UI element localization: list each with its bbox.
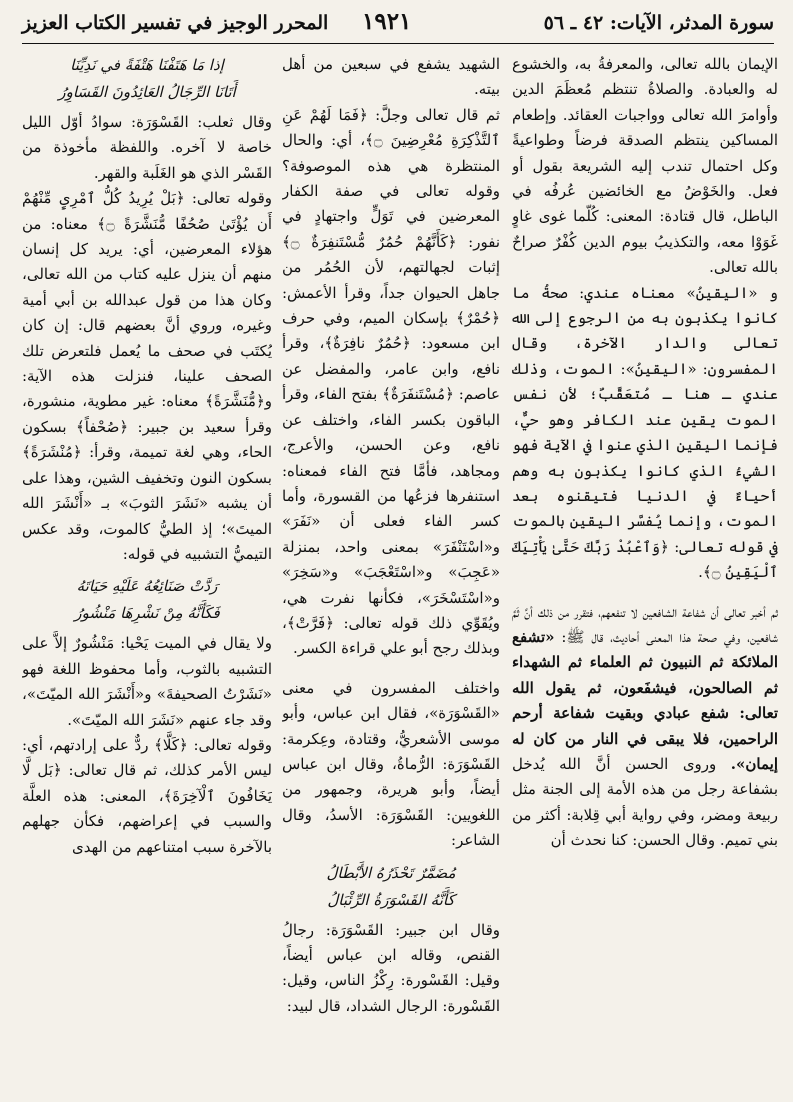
verse-line: كَأَنَّهُ القَسْوَرَةُ الرِّئْبَالُ: [327, 890, 455, 909]
paragraph: الإيمان بالله تعالى، والمعرفةُ به، والخشوع له والعبادة. والصلاةُ تنتظم مُعظَمَ الدين وأوامرَ الله تعالى وواجبات العقائد. وإطعام المساكين ينتظم الصدقة فرضاً وطواعيةً وكل احتمال تندب إليه الشريعة بقول أو فعل. والخَوْضُ مع الخائضين عُرفُه في الباطل، قال قتادة: المعنى: كُلّما غوى غاوٍ غَوَوْا معه، والتكذيبُ بيوم الدين كُفْرٌ صراحٌ بالله تعالى.: [512, 55, 778, 277]
paragraph: وقوله تعالى: ﴿كَلَّا﴾ ردٌّ على إرادتهم، أي: ليس الأمر كذلك، ثم قال تعالى: ﴿بَل لَّا يَخَافُونَ ٱلْآخِرَةَ﴾، المعنى: هذه العلَّة والسبب في إعراضهم، فكأن جهلهم بالآخرة سبب امتناعهم من الهدى: [22, 735, 272, 856]
header-rule: [22, 43, 774, 44]
text-run: ثم أخبر تعالى أن شفاعة الشافعين لا تنفعهم، فتقرر من ذلك أنَّ ثَمَّ شافعين، وفي صحة هذا المعنى أحاديث، قال ﷺ:: [512, 602, 778, 646]
paragraph: واختلف المفسرون في معنى «القَسْوَرَة»، فقال ابن عباس، وأبو موسى الأشعريُّ، وقتادة، وعِكرمة: القَسْوَرَة: الرُّماةُ، وقال ابن عباس أيضاً، وأبو هريرة، وجمهور من اللغويين: القَسْوَرَة: الأسدُ، وقال الشاعر:: [282, 678, 500, 850]
page-header: [22, 10, 774, 42]
book-title: المحرر الوجيز في تفسير الكتاب العزيز: [22, 12, 329, 34]
surah-info: سورة المدثر، الآيات: ٤٢ ـ ٥٦: [543, 12, 774, 34]
poetry-verse: [282, 860, 500, 914]
verse-line: رَدَّتْ صَنَائِعُهُ عَلَيْهِ حَيَاتَهُ: [76, 577, 218, 596]
paragraph-gap: [282, 662, 500, 676]
column-right: [512, 52, 778, 1092]
verse-line: مُضَمَّرٌ تَحْذَرُهُ الأَبْطَالُ: [326, 863, 456, 882]
verse-line: إذا مَا هَتَفْنَا هَتْفَةً في نَدِيِّنَا: [70, 56, 224, 74]
paragraph: ثم قال تعالى وجلَّ: ﴿فَمَا لَهُمْ عَنِ ٱلتَّذْكِرَةِ مُعْرِضِينَ ۝﴾، أي: والحال المنتظرة هي هذه الموصوفة؟ وقوله تعالى في صفة الكفار المعرضين في تَوَلٍّ واجتهادٍ في نفور: ﴿كَأَنَّهُمْ حُمُرٌ مُّسْتَنفِرَةٌ ۝﴾ إثبات لجهالتهم، لأن الحُمُر من جاهل الحيوان جداً، وقرأ الأعمش: ﴿حُمْرٌ﴾ بإسكان الميم، وفي حرف ابن مسعود: ﴿حُمُرٌ نافِرَةٌ﴾، وقرأ نافع، وابن عامر، والمفضل عن عاصم: ﴿مُسْتَنفَرَةٌ﴾ بفتح الفاء، وقرأ الباقون بكسر الفاء، واختلف عن نافع، وعن الحسن، والأعرج، ومجاهد، فأمَّا فتح الفاء فمعناه: استنفرها فزعُها من القسورة، وأما كسر الفاء فعلى أن «نَفَرَ» و«اسْتَنْفَرَ» بمعنى واحد، بمنزلة «عَجِبَ» و«اسْتَعْجَبَ» و«سَخِرَ» و«اسْتَسْخَرَ»، فكأنها نفرت هي، ويُقَوِّي ذلك قوله تعالى: ﴿فَرَّتْ﴾، وبذلك رجح أبو علي قراءة الكسر.: [282, 105, 500, 658]
page-number: ١٩٢١: [362, 8, 412, 35]
poetry-verse: [22, 52, 272, 106]
paragraph: [512, 600, 778, 854]
hadith-quote: «تشفع الملائكة ثم النبيون ثم العلماء ثم الشهداء ثم الصالحون، فيشفَعون، ثم يقول الله تعالى: شفع عبادي وبقيت شفاعة أرحم الراحمين، فلا يبقى في النار من كان له إيمان».: [512, 627, 778, 773]
verse-line: أَتَانَا الرِّجَالُ العَائِدُونَ القَسَاوِرُ: [58, 83, 236, 101]
paragraph: الشهيد يشفع في سبعين من أهل بيته.: [282, 55, 500, 99]
poetry-verse: [22, 573, 272, 627]
paragraph: وقال ثعلب: القَسْوَرَة: سوادُ أوّل الليل خاصة لا آخره. واللفظة مأخوذة من القَسْر الذي هو الغَلَبة والقهر.: [22, 113, 272, 182]
column-left: [22, 52, 272, 1092]
verse-line: فَكَأَنَّهُ مِنْ نَشْرِهَا مَنْشُورُ: [74, 604, 220, 623]
paragraph: وقال ابن جبير: القَسْوَرَة: رجالُ القنص، وقاله ابن عباس أيضاً، وقيل: القَسْورة: رِكْزُ الناس، وقيل: القَسْورة: الرجال الشداد، قال لبيد:: [282, 920, 500, 1015]
column-middle: [282, 52, 500, 1092]
paragraph: وقوله تعالى: ﴿بَلْ يُرِيدُ كُلُّ ٱمْرِىٍٕ مِّنْهُمْ أَن يُؤْتَىٰ صُحُفًا مُّنَشَّرَةً ۝﴾ معناه: من هؤلاء المعرضين، أي: يريد كل إنسان منهم أن ينزل عليه كتاب من الله تعالى، وكان هذا من قول عبدالله بن أبي أمية وغيره، وروي أنَّ بعضهم قال: إن كان يُكتَب في صحف ما يُعمل فلتعرض تلك الصحف علينا، فنزلت هذه الآية: و﴿مُّنَشَّرَةً﴾ معناه: غير مطوية، منشورة، وقرأ سعيد بن جبير: ﴿صُحْفاً﴾ بسكون الحاء، وهي لغة تميمة، وقرأ: ﴿مُنْشَرَةً﴾ بسكون النون وتخفيف الشين، وهذا على أن يشبه «نَشَرَ الثوبَ» بـ «أَنْشَرَ الله الميتَ»؛ إذ الطيُّ كالموت، وقد عكس التيميُّ التشبيه في قوله:: [22, 189, 272, 563]
text-run: وروى الحسن أنَّ الله يُدخل بشفاعة رجل من هذه الأمة إلى الجنة مثل ربيعة ومضر، وفي رواية أبي قِلابة: أكثر من بني تميم. وقال الحسن: كنا نحدث أن: [512, 754, 778, 850]
paragraph-gap: [512, 586, 778, 600]
paragraph: ولا يقال في الميت يَحْيا: مَنْشُورٌ إلاَّ على التشبيه بالثوب، وأما محفوظ اللغة فهو «نَشَرْتُ الصحيفةَ» و«أَنْشَرَ الله الميّتَ»، وقد جاء عنهم «نَشَرَ الله الميّتَ».: [22, 634, 272, 729]
paragraph: و «اليقينُ» معناه عندي: صحةُ ما كانوا يكذبون به من الرجوع إلى الله تعالى والدار الآخرة، وقال المفسرون: «اليقينُ»: الموت، وذلك عندي ـ هنا ـ مُتعَقَّبٌ؛ لأن نفس الموت يقين عند الكافر وهو حيٌّ، فإنما اليقين الذي عنوا في الآية فهو الشيءُ الذي كانوا يكذبون به وهم أحياءٌ في الدنيا فتيقنوه بعد الموت، وإنما يُفسَّر اليقين بالموت في قوله تعالى: ﴿وَٱعْبُدْ رَبَّكَ حَتَّىٰ يَأْتِيَكَ ٱلْيَقِينُ ۝﴾.: [512, 283, 778, 582]
